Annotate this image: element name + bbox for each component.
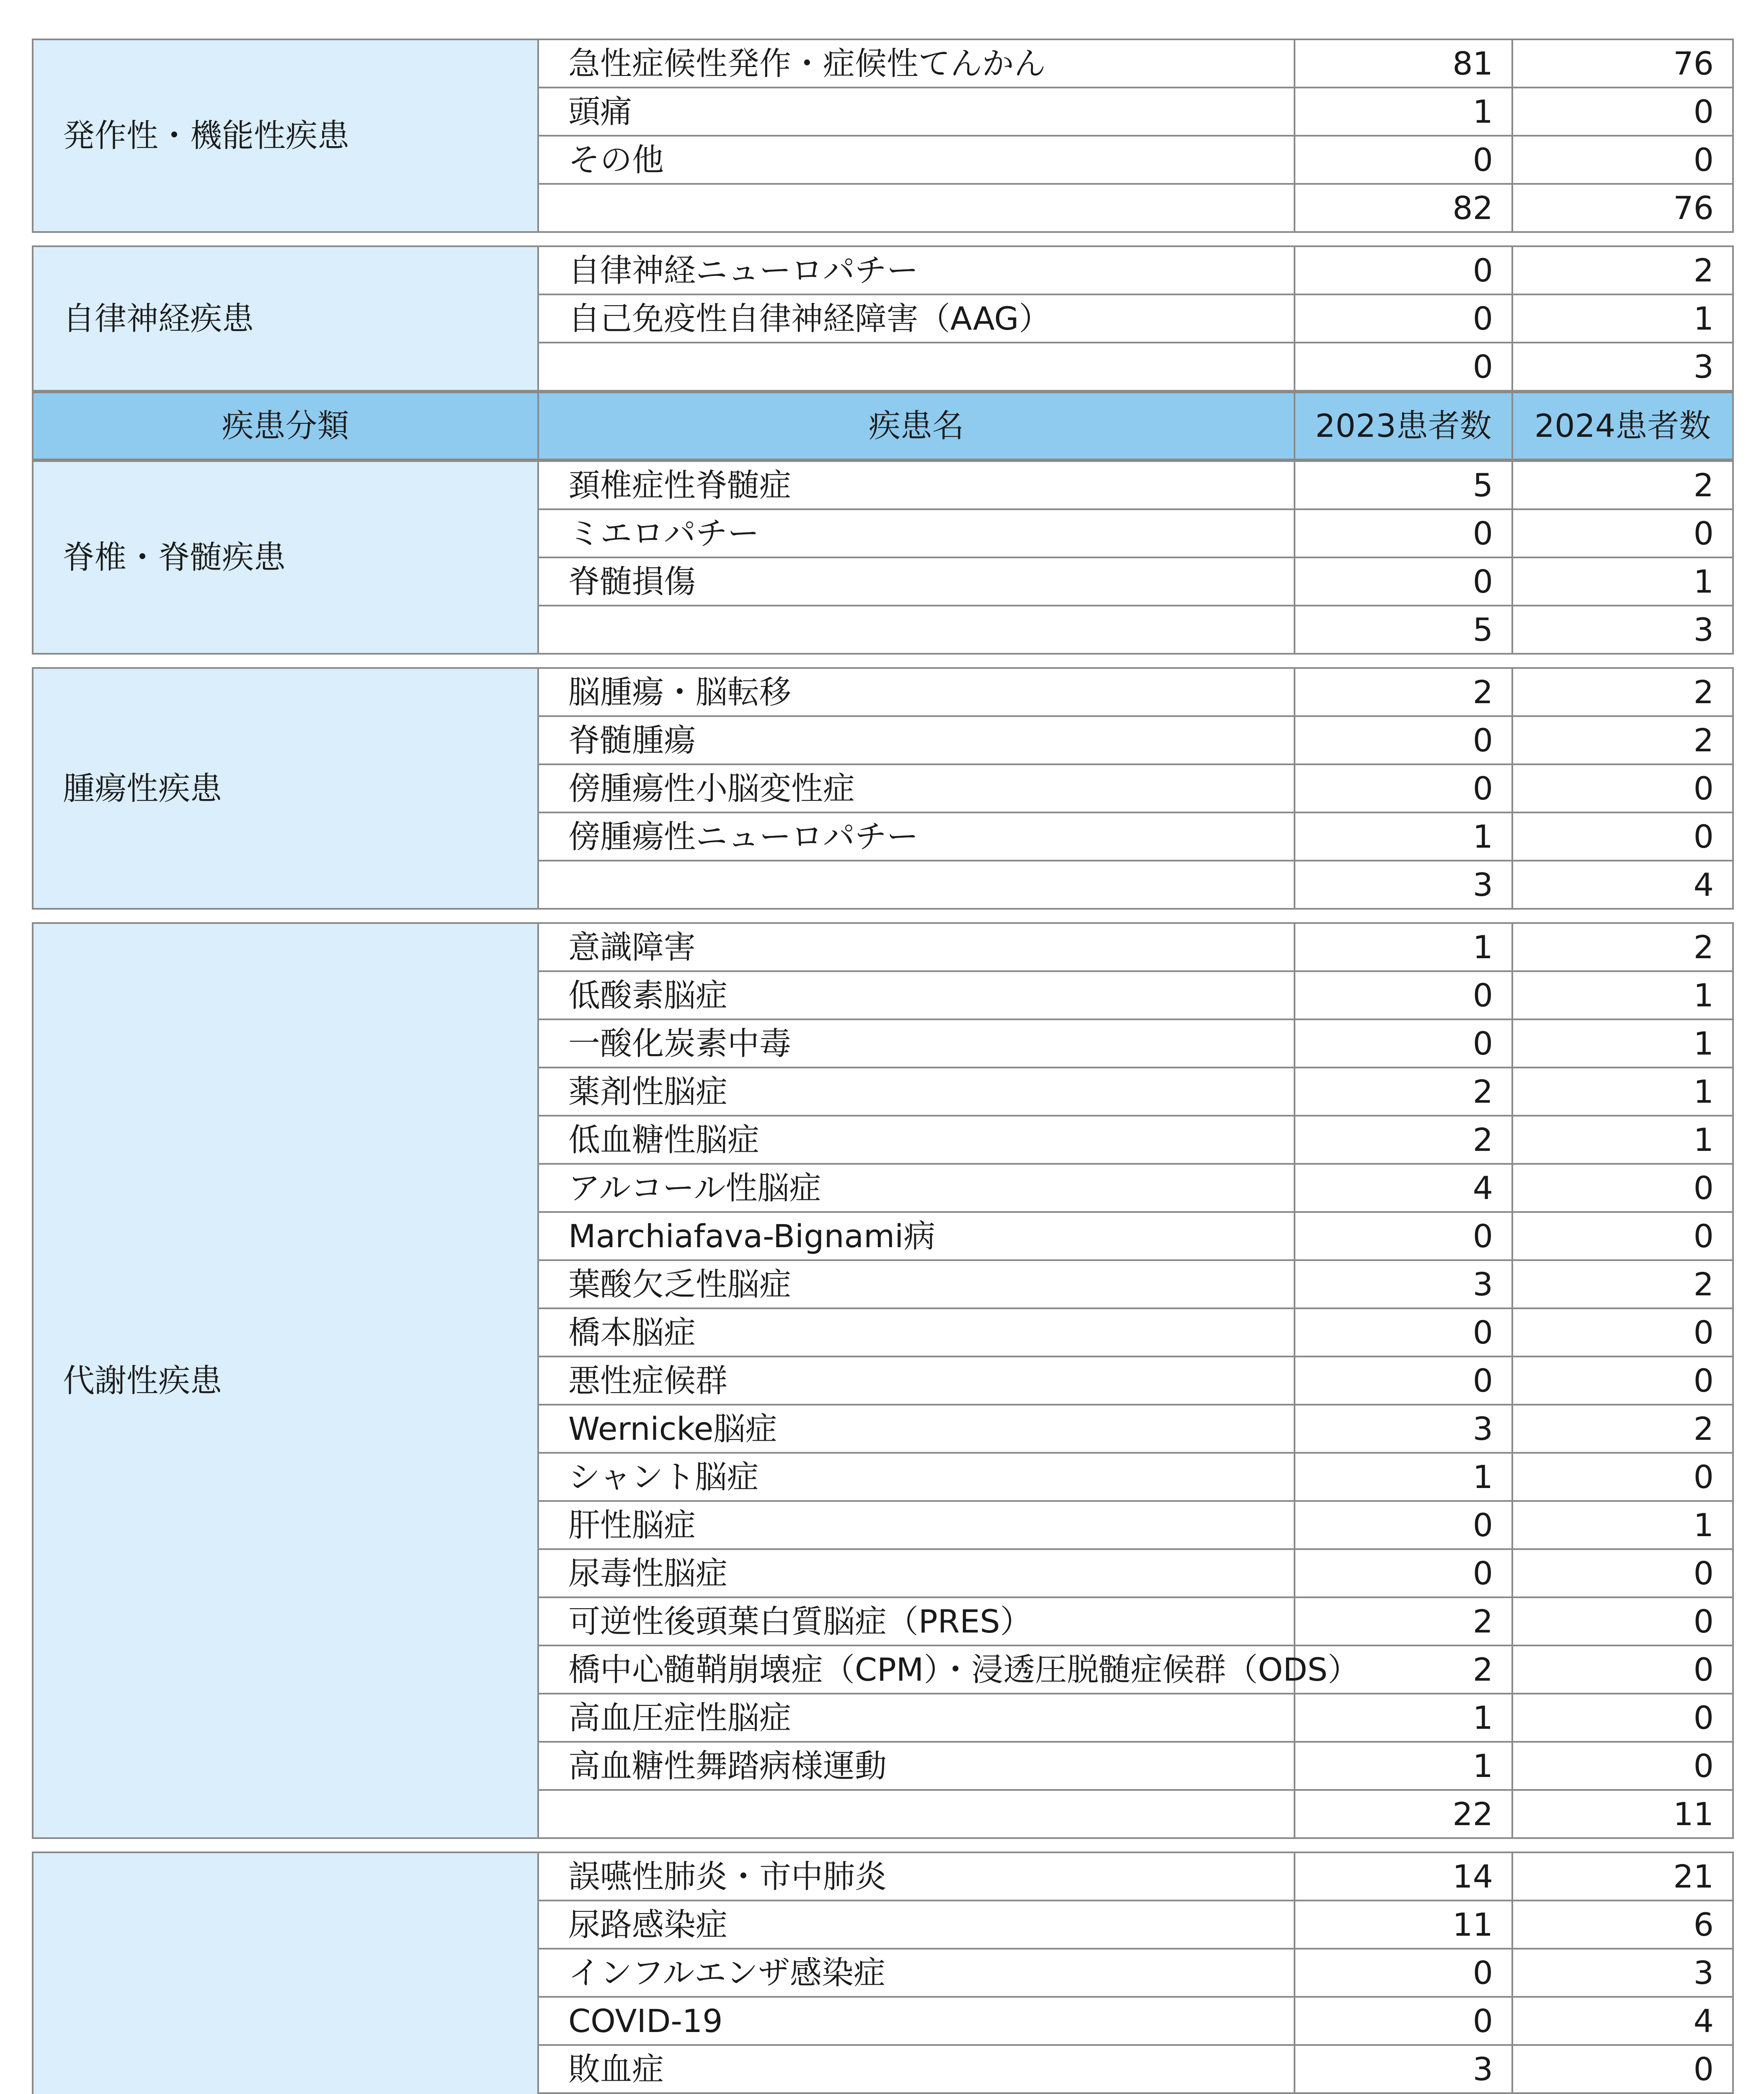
disease-statistics-table — [32, 39, 1732, 2094]
count-2024: 1 — [1512, 971, 1733, 1019]
category-label: 自律神経疾患 — [33, 246, 538, 391]
subtotal-2023: 82 — [1295, 184, 1512, 232]
count-2023: 0 — [1295, 716, 1512, 764]
category-label: 代謝性疾患 — [33, 923, 538, 1838]
disease-name: 頭痛 — [538, 88, 1295, 136]
count-2024: 0 — [1512, 1694, 1733, 1742]
disease-name: 自律神経ニューロパチー — [538, 246, 1295, 294]
count-2024: 0 — [1512, 1356, 1733, 1405]
disease-name: 傍腫瘍性ニューロパチー — [538, 812, 1295, 861]
count-2023: 1 — [1295, 923, 1512, 971]
count-2024: 0 — [1512, 1549, 1733, 1597]
disease-name: 肝性脳症 — [538, 1501, 1295, 1549]
category-group — [32, 39, 1734, 233]
count-2023: 81 — [1295, 39, 1512, 88]
category-label: 発作性・機能性疾患 — [33, 39, 538, 232]
count-2023: 0 — [1295, 136, 1512, 184]
category-label — [33, 1852, 538, 2094]
subtotal-blank-cell — [538, 861, 1295, 909]
disease-name: シャント脳症 — [538, 1453, 1295, 1501]
count-2023: 0 — [1295, 557, 1512, 606]
subtotal-blank-cell — [538, 184, 1295, 232]
subtotal-2024: 11 — [1512, 1790, 1733, 1838]
count-2023: 1 — [1295, 1694, 1512, 1742]
count-2023: 0 — [1295, 1019, 1512, 1068]
disease-name: インフルエンザ感染症 — [538, 1949, 1295, 1997]
table-row — [33, 461, 1733, 509]
count-2023: 0 — [1295, 509, 1512, 557]
count-2024: 0 — [1512, 1453, 1733, 1501]
count-2023: 2 — [1295, 1068, 1512, 1116]
count-2024: 76 — [1512, 39, 1733, 88]
groups-after-header — [32, 460, 1732, 2094]
disease-name: アルコール性脳症 — [538, 1164, 1295, 1212]
header-category: 疾患分類 — [33, 392, 538, 459]
disease-name: 自己免疫性自律神経障害（AAG） — [538, 294, 1295, 343]
subtotal-2023: 5 — [1295, 606, 1512, 654]
count-2023: 0 — [1295, 1949, 1512, 1997]
count-2023: 0 — [1295, 764, 1512, 812]
count-2023: 3 — [1295, 1260, 1512, 1308]
table-row — [33, 668, 1733, 716]
table-row — [33, 1852, 1733, 1901]
count-2024: 21 — [1512, 1852, 1733, 1901]
count-2024: 3 — [1512, 1949, 1733, 1997]
count-2024: 0 — [1512, 1645, 1733, 1694]
disease-name: 脊髄損傷 — [538, 557, 1295, 606]
table-row — [33, 246, 1733, 294]
count-2023: 11 — [1295, 1901, 1512, 1949]
count-2024: 1 — [1512, 1068, 1733, 1116]
disease-name: 傍腫瘍性小脳変性症 — [538, 764, 1295, 812]
disease-name: 葉酸欠乏性脳症 — [538, 1260, 1295, 1308]
category-label: 腫瘍性疾患 — [33, 668, 538, 909]
category-group — [32, 667, 1734, 910]
subtotal-2023: 0 — [1295, 343, 1512, 391]
disease-name: 低酸素脳症 — [538, 971, 1295, 1019]
disease-name: 一酸化炭素中毒 — [538, 1019, 1295, 1068]
count-2024: 2 — [1512, 1405, 1733, 1453]
subtotal-blank-cell — [538, 1790, 1295, 1838]
disease-name: COVID-19 — [538, 1997, 1295, 2045]
disease-name: 悪性症候群 — [538, 1356, 1295, 1405]
count-2024: 0 — [1512, 1742, 1733, 1790]
count-2023: 14 — [1295, 1852, 1512, 1901]
count-2023: 5 — [1295, 461, 1512, 509]
count-2023: 1 — [1295, 88, 1512, 136]
count-2024: 2 — [1512, 923, 1733, 971]
count-2023: 0 — [1295, 1997, 1512, 2045]
count-2024: 2 — [1512, 668, 1733, 716]
disease-name: 急性症候性発作・症候性てんかん — [538, 39, 1295, 88]
disease-name: 高血圧症性脳症 — [538, 1694, 1295, 1742]
count-2024: 1 — [1512, 1501, 1733, 1549]
count-2023: 0 — [1295, 294, 1512, 343]
disease-name: 誤嚥性肺炎・市中肺炎 — [538, 1852, 1295, 1901]
disease-name: Wernicke脳症 — [538, 1405, 1295, 1453]
subtotal-2024: 3 — [1512, 606, 1733, 654]
count-2023: 0 — [1295, 1549, 1512, 1597]
disease-name: 低血糖性脳症 — [538, 1116, 1295, 1164]
count-2024: 1 — [1512, 1019, 1733, 1068]
disease-name: 橋中心髄鞘崩壊症（CPM）・浸透圧脱髄症候群（ODS） — [538, 1645, 1295, 1694]
count-2023: 0 — [1295, 1356, 1512, 1405]
count-2024: 0 — [1512, 1212, 1733, 1260]
disease-name: 意識障害 — [538, 923, 1295, 971]
header-disease-name: 疾患名 — [538, 392, 1295, 459]
count-2023: 0 — [1295, 1212, 1512, 1260]
subtotal-2023: 3 — [1295, 861, 1512, 909]
count-2024: 1 — [1512, 294, 1733, 343]
count-2024: 0 — [1512, 2045, 1733, 2093]
count-2024: 0 — [1512, 136, 1733, 184]
disease-name: 尿毒性脳症 — [538, 1549, 1295, 1597]
count-2023: 3 — [1295, 2045, 1512, 2093]
count-2024: 1 — [1512, 557, 1733, 606]
groups-before-header — [32, 39, 1732, 392]
count-2023: 2 — [1295, 1645, 1512, 1694]
disease-name: 橋本脳症 — [538, 1308, 1295, 1356]
category-group — [32, 922, 1734, 1839]
count-2024: 0 — [1512, 88, 1733, 136]
header-2024-count: 2024患者数 — [1512, 392, 1733, 459]
subtotal-blank-cell — [538, 343, 1295, 391]
count-2024: 0 — [1512, 1164, 1733, 1212]
table-row — [33, 923, 1733, 971]
disease-name: ミエロパチー — [538, 509, 1295, 557]
count-2024: 0 — [1512, 1308, 1733, 1356]
count-2024: 4 — [1512, 1997, 1733, 2045]
category-group — [32, 1852, 1734, 2094]
count-2024: 2 — [1512, 716, 1733, 764]
count-2023: 3 — [1295, 1405, 1512, 1453]
count-2023: 0 — [1295, 1308, 1512, 1356]
table-header — [32, 392, 1734, 460]
count-2024: 0 — [1512, 812, 1733, 861]
count-2023: 0 — [1295, 246, 1512, 294]
count-2023: 2 — [1295, 668, 1512, 716]
subtotal-2024: 76 — [1512, 184, 1733, 232]
category-group — [32, 460, 1734, 655]
disease-name: 脊髄腫瘍 — [538, 716, 1295, 764]
disease-name: その他 — [538, 136, 1295, 184]
count-2024: 6 — [1512, 1901, 1733, 1949]
subtotal-2024: 4 — [1512, 861, 1733, 909]
count-2023: 4 — [1295, 1164, 1512, 1212]
disease-name: 脳腫瘍・脳転移 — [538, 668, 1295, 716]
count-2023: 2 — [1295, 1116, 1512, 1164]
count-2024: 0 — [1512, 1597, 1733, 1645]
count-2023: 2 — [1295, 1597, 1512, 1645]
count-2023: 0 — [1295, 971, 1512, 1019]
disease-name: 薬剤性脳症 — [538, 1068, 1295, 1116]
category-label: 脊椎・脊髄疾患 — [33, 461, 538, 654]
subtotal-2024: 3 — [1512, 343, 1733, 391]
count-2024: 0 — [1512, 764, 1733, 812]
count-2024: 2 — [1512, 246, 1733, 294]
disease-name: 高血糖性舞踏病様運動 — [538, 1742, 1295, 1790]
count-2023: 1 — [1295, 1742, 1512, 1790]
header-2023-count: 2023患者数 — [1295, 392, 1512, 459]
disease-name: 可逆性後頭葉白質脳症（PRES） — [538, 1597, 1295, 1645]
count-2024: 2 — [1512, 1260, 1733, 1308]
count-2024: 1 — [1512, 1116, 1733, 1164]
disease-name: 尿路感染症 — [538, 1901, 1295, 1949]
category-group — [32, 245, 1734, 392]
subtotal-2023: 22 — [1295, 1790, 1512, 1838]
count-2024: 0 — [1512, 509, 1733, 557]
disease-name: 敗血症 — [538, 2045, 1295, 2093]
count-2023: 1 — [1295, 1453, 1512, 1501]
header-row — [33, 392, 1733, 459]
count-2024: 2 — [1512, 461, 1733, 509]
count-2023: 0 — [1295, 1501, 1512, 1549]
table-row — [33, 39, 1733, 88]
subtotal-blank-cell — [538, 606, 1295, 654]
disease-name: Marchiafava-Bignami病 — [538, 1212, 1295, 1260]
count-2023: 1 — [1295, 812, 1512, 861]
disease-name: 頚椎症性脊髄症 — [538, 461, 1295, 509]
